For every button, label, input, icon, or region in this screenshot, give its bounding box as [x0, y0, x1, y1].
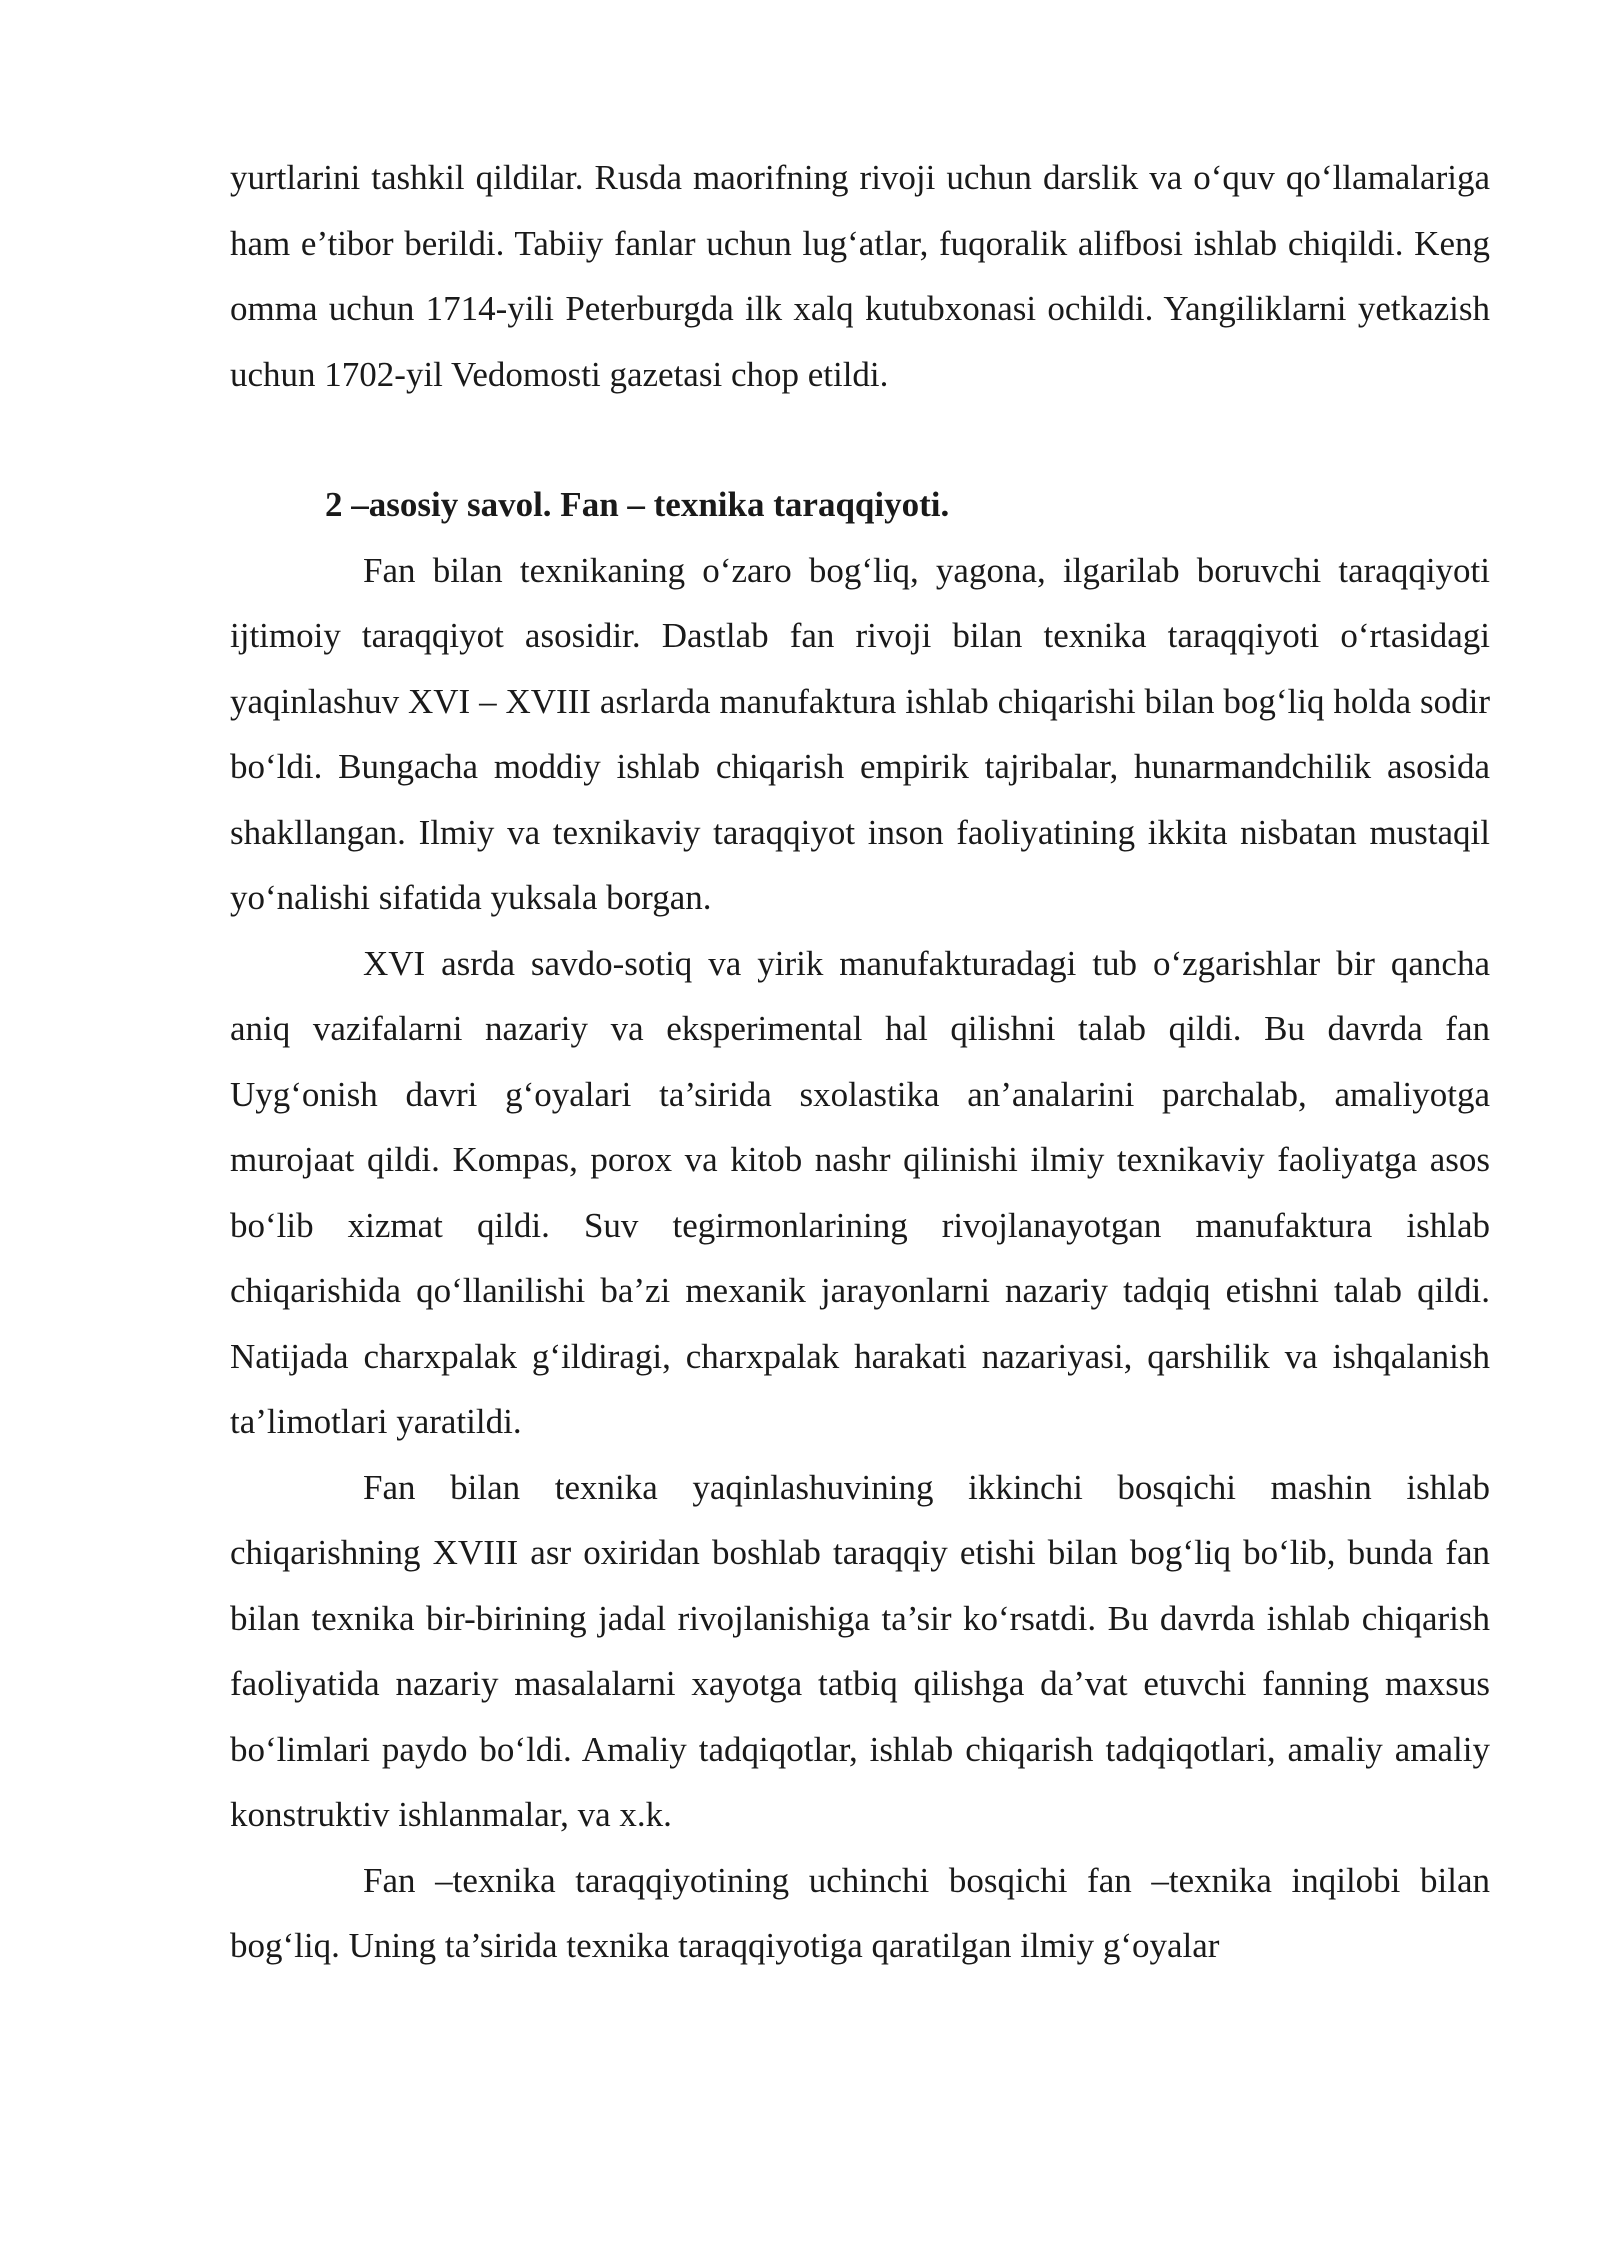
paragraph-3: Fan bilan texnika yaqinlashuvining ikkinchi bosqichi mashin ishlab chiqarishning XVIII asr oxiridan boshlab taraqqiy etishi bilan bog‘liq bo‘lib, bunda fan bilan texnika bir-birining jadal rivojlanishiga ta’sir ko‘rsatdi. Bu davrda ishlab chiqarish faoliyatida nazariy masalalarni xayotga tatbiq qilishga da’vat etuvchi fanning maxsus bo‘limlari paydo bo‘ldi. Amaliy tadqiqotlar, ishlab chiqarish tadqiqotlari, amaliy amaliy konstruktiv ishlanmalar, va x.k.	[230, 1467, 1490, 1834]
paragraph-4: Fan –texnika taraqqiyotining uchinchi bosqichi fan –texnika inqilobi bilan bog‘liq. Uning ta’sirida texnika taraqqiyotiga qaratilgan ilmiy g‘oyalar	[230, 1860, 1490, 1965]
section-heading: 2 –asosiy savol. Fan – texnika taraqqiyoti.	[325, 485, 950, 524]
document-body	[230, 145, 1490, 1979]
paragraph-1: Fan bilan texnikaning o‘zaro bog‘liq, yagona, ilgarilab boruvchi taraqqiyoti ijtimoiy taraqqiyot asosidir. Dastlab fan rivoji bilan texnika taraqqiyoti o‘rtasidagi yaqinlashuv XVI – XVIII asrlarda manufaktura ishlab chiqarishi bilan bog‘liq holda sodir bo‘ldi. Bungacha moddiy ishlab chiqarish empirik tajribalar, hunarmandchilik asosida shakllangan. Ilmiy va texnikaviy taraqqiyot inson faoliyatining ikkita nisbatan mustaqil yo‘nalishi sifatida yuksala borgan.	[230, 550, 1490, 917]
spacer	[230, 407, 1490, 472]
paragraph-intro: yurtlarini tashkil qildilar. Rusda maorifning rivoji uchun darslik va o‘quv qo‘llamalariga ham e’tibor berildi. Tabiiy fanlar uchun lug‘atlar, fuqoralik alifbosi ishlab chiqildi. Keng omma uchun 1714-yili Peterburgda ilk xalq kutubxonasi ochildi. Yangiliklarni yetkazish uchun 1702-yil Vedomosti gazetasi chop etildi.	[230, 158, 1490, 394]
paragraph-2: XVI asrda savdo-sotiq va yirik manufakturadagi tub o‘zgarishlar bir qancha aniq vazifalarni nazariy va eksperimental hal qilishni talab qildi. Bu davrda fan Uyg‘onish davri g‘oyalari ta’sirida sxolastika an’analarini parchalab, amaliyotga murojaat qildi. Kompas, porox va kitob nashr qilinishi ilmiy texnikaviy faoliyatga asos bo‘lib xizmat qildi. Suv tegirmonlarining rivojlanayotgan manufaktura ishlab chiqarishida qo‘llanilishi ba’zi mexanik jarayonlarni nazariy tadqiq etishni talab qildi. Natijada charxpalak g‘ildiragi, charxpalak harakati nazariyasi, qarshilik va ishqalanish ta’limotlari yaratildi.	[230, 943, 1490, 1441]
